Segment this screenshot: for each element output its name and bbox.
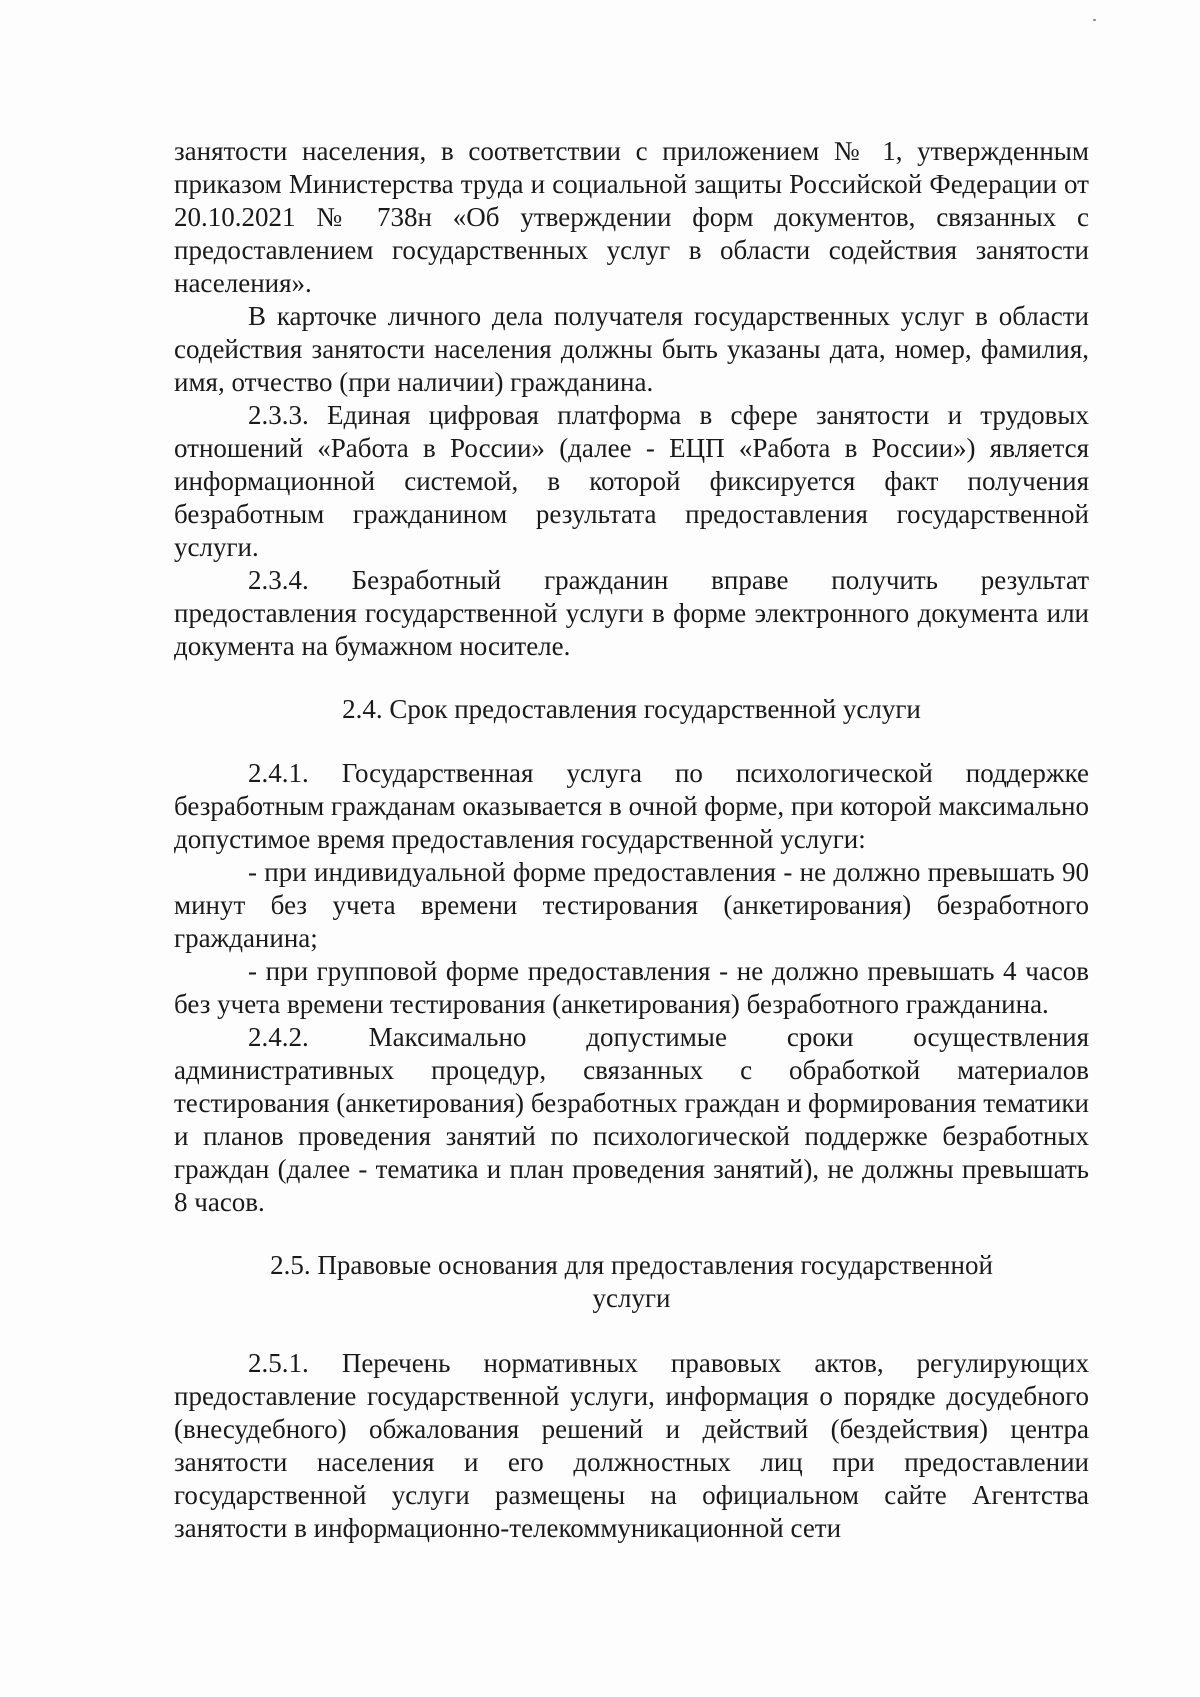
- section-heading-2-5: [174, 1249, 1089, 1315]
- list-item-group: - при групповой форме предоставления - не должно превышать 4 часов без учета времени тестирования (анкетирования) безработного гражданина.: [174, 956, 1089, 1019]
- document-body: [174, 135, 1089, 1545]
- paragraph-2-3-3: 2.3.3. Единая цифровая платформа в сфере занятости и трудовых отношений «Работа в России» (далее - ЕЦП «Работа в России») является информационной системой, в которой фиксируется факт получения безработным гражданином результата предоставления государственной услуги.: [174, 400, 1089, 562]
- section-heading-2-5-line1: 2.5. Правовые основания для предоставления государственной: [270, 1250, 993, 1280]
- paragraph-2-5-1: 2.5.1. Перечень нормативных правовых актов, регулирующих предоставление государственной услуги, информация о порядке досудебного (внесудебного) обжалования решений и действий (бездействия) центра занятости населения и его должностных лиц при предоставлении государственной услуги размещены на официальном сайте Агентства занятости в информационно-телекоммуникационной сети: [174, 1348, 1089, 1543]
- section-heading-2-4: 2.4. Срок предоставления государственной услуги: [342, 694, 921, 724]
- paragraph-2-4-1: 2.4.1. Государственная услуга по психологической поддержке безработным гражданам оказывается в очной форме, при которой максимально допустимое время предоставления государственной услуги:: [174, 758, 1089, 854]
- paragraph-personal-card: В карточке личного дела получателя государственных услуг в области содействия занятости населения должны быть указаны дата, номер, фамилия, имя, отчество (при наличии) гражданина.: [174, 301, 1089, 397]
- scan-speck: [1093, 19, 1096, 21]
- section-heading-2-5-line2: услуги: [592, 1283, 671, 1313]
- paragraph-2-4-2: 2.4.2. Максимально допустимые сроки осуществления административных процедур, связанных с обработкой материалов тестирования (анкетирования) безработных граждан и формирования тематики и планов проведения занятий по психологической поддержке безработных граждан (далее - тематика и план проведения занятий), не должны превышать 8 часов.: [174, 1022, 1089, 1217]
- list-item-individual: - при индивидуальной форме предоставления - не должно превышать 90 минут без учета времени тестирования (анкетирования) безработного гражданина;: [174, 857, 1089, 953]
- paragraph-2-3-4: 2.3.4. Безработный гражданин вправе получить результат предоставления государственной услуги в форме электронного документа или документа на бумажном носителе.: [174, 565, 1089, 661]
- paragraph-continuation: занятости населения, в соответствии с приложением № 1, утвержденным приказом Министерства труда и социальной защиты Российской Федерации от 20.10.2021 № 738н «Об утверждении форм документов, связанных с предоставлением государственных услуг в области содействия занятости населения».: [174, 136, 1089, 298]
